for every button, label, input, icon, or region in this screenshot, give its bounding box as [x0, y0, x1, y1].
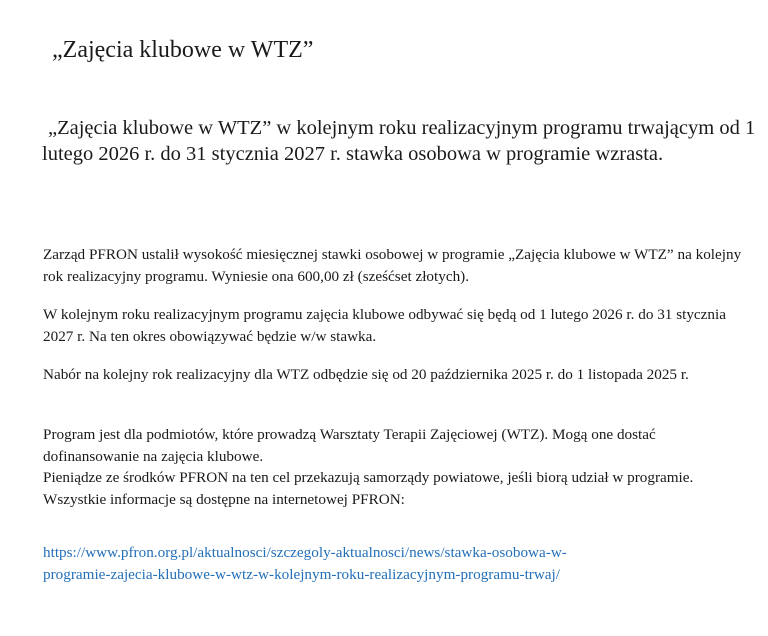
info-source-line: Wszystkie informacje są dostępne na internetowej PFRON: [43, 490, 405, 508]
pfron-news-link[interactable] [43, 542, 755, 585]
link-line-1[interactable]: https://www.pfron.org.pl/aktualnosci/szczegoly-aktualnosci/news/stawka-osobowa-w- [43, 544, 567, 561]
lead-paragraph: „Zajęcia klubowe w WTZ” w kolejnym roku realizacyjnym programu trwającym od 1 lutego 2026 r. do 31 stycznia 2027 r. stawka osobowa w programie wzrasta. [42, 117, 756, 165]
document-title: „Zajęcia klubowe w WTZ” [52, 37, 314, 63]
funding-info-line: Pieniądze ze środków PFRON na ten cel przekazują samorządy powiatowe, jeśli biorą udział w programie. [43, 469, 694, 486]
paragraph-period: W kolejnym roku realizacyjnym programu zajęcia klubowe odbywać się będą od 1 lutego 2026 r. do 31 stycznia 2027 r. Na ten okres obowiązywać będzie w/w stawka. [43, 306, 726, 345]
paragraph-recruitment: Nabór na kolejny rok realizacyjny dla WTZ odbędzie się od 20 października 2025 r. do 1 listopada 2025 r. [43, 366, 689, 383]
link-line-2[interactable]: programie-zajecia-klubowe-w-wtz-w-kolejnym-roku-realizacyjnym-programu-trwaj/ [43, 565, 560, 583]
paragraph-rate: Zarząd PFRON ustalił wysokość miesięcznej stawki osobowej w programie „Zajęcia klubowe w WTZ” na kolejny rok realizacyjny programu. Wyniesie ona 600,00 zł (sześćset złotych). [43, 246, 742, 285]
program-info-line: Program jest dla podmiotów, które prowadzą Warsztaty Terapii Zajęciowej (WTZ). Mogą one dostać dofinansowanie na zajęcia klubowe. [43, 426, 656, 465]
program-info-block [43, 424, 755, 510]
